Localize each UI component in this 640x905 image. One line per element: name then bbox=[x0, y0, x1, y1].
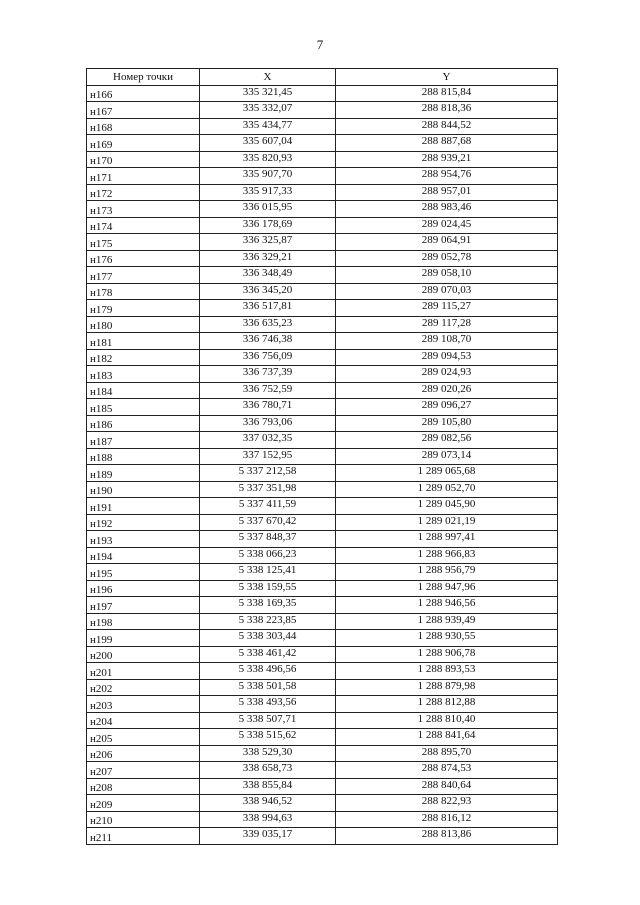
page-number: 7 bbox=[316, 37, 324, 52]
table-row bbox=[87, 118, 558, 135]
cell-x: 338 946,52 bbox=[200, 795, 336, 812]
cell-y: 289 024,45 bbox=[336, 217, 558, 234]
cell-point-number: н208 bbox=[87, 778, 200, 795]
cell-x: 5 337 212,58 bbox=[200, 465, 336, 482]
cell-y: 288 813,86 bbox=[336, 828, 558, 845]
cell-y: 288 816,12 bbox=[336, 811, 558, 828]
cell-y: 1 288 997,41 bbox=[336, 531, 558, 548]
table-row bbox=[87, 547, 558, 564]
coordinates-table bbox=[86, 68, 558, 845]
table-row bbox=[87, 514, 558, 531]
cell-point-number: н200 bbox=[87, 646, 200, 663]
cell-y: 289 115,27 bbox=[336, 300, 558, 317]
cell-x: 5 338 507,71 bbox=[200, 712, 336, 729]
cell-y: 288 874,53 bbox=[336, 762, 558, 779]
table-row bbox=[87, 135, 558, 152]
cell-point-number: н199 bbox=[87, 630, 200, 647]
cell-x: 336 517,81 bbox=[200, 300, 336, 317]
table-row bbox=[87, 382, 558, 399]
cell-y: 1 288 930,55 bbox=[336, 630, 558, 647]
table-row bbox=[87, 778, 558, 795]
cell-y: 289 052,78 bbox=[336, 250, 558, 267]
cell-point-number: н203 bbox=[87, 696, 200, 713]
cell-x: 5 338 461,42 bbox=[200, 646, 336, 663]
table-row bbox=[87, 580, 558, 597]
cell-x: 336 325,87 bbox=[200, 234, 336, 251]
cell-y: 1 288 946,56 bbox=[336, 597, 558, 614]
table-row bbox=[87, 415, 558, 432]
cell-x: 336 178,69 bbox=[200, 217, 336, 234]
table-row bbox=[87, 300, 558, 317]
cell-x: 335 434,77 bbox=[200, 118, 336, 135]
table-row bbox=[87, 564, 558, 581]
table-row bbox=[87, 217, 558, 234]
cell-point-number: н189 bbox=[87, 465, 200, 482]
cell-x: 336 780,71 bbox=[200, 399, 336, 416]
cell-x: 5 337 670,42 bbox=[200, 514, 336, 531]
table-row bbox=[87, 333, 558, 350]
cell-x: 339 035,17 bbox=[200, 828, 336, 845]
cell-point-number: н173 bbox=[87, 201, 200, 218]
cell-y: 289 058,10 bbox=[336, 267, 558, 284]
table-row bbox=[87, 349, 558, 366]
cell-point-number: н211 bbox=[87, 828, 200, 845]
cell-y: 288 957,01 bbox=[336, 184, 558, 201]
cell-y: 1 288 906,78 bbox=[336, 646, 558, 663]
cell-x: 336 635,23 bbox=[200, 316, 336, 333]
cell-y: 1 288 841,64 bbox=[336, 729, 558, 746]
cell-y: 289 064,91 bbox=[336, 234, 558, 251]
cell-point-number: н197 bbox=[87, 597, 200, 614]
cell-x: 335 321,45 bbox=[200, 85, 336, 102]
cell-y: 289 020,26 bbox=[336, 382, 558, 399]
cell-y: 1 288 939,49 bbox=[336, 613, 558, 630]
table-row bbox=[87, 630, 558, 647]
cell-x: 5 337 848,37 bbox=[200, 531, 336, 548]
header-x: X bbox=[200, 69, 336, 86]
cell-point-number: н190 bbox=[87, 481, 200, 498]
table-body bbox=[87, 85, 558, 844]
cell-point-number: н210 bbox=[87, 811, 200, 828]
cell-point-number: н201 bbox=[87, 663, 200, 680]
cell-y: 1 288 956,79 bbox=[336, 564, 558, 581]
table-header bbox=[87, 69, 558, 86]
cell-y: 288 815,84 bbox=[336, 85, 558, 102]
table-row bbox=[87, 811, 558, 828]
cell-point-number: н178 bbox=[87, 283, 200, 300]
cell-y: 289 108,70 bbox=[336, 333, 558, 350]
cell-y: 289 073,14 bbox=[336, 448, 558, 465]
cell-y: 1 288 879,98 bbox=[336, 679, 558, 696]
table-row bbox=[87, 168, 558, 185]
cell-point-number: н180 bbox=[87, 316, 200, 333]
cell-y: 288 887,68 bbox=[336, 135, 558, 152]
cell-y: 1 289 052,70 bbox=[336, 481, 558, 498]
cell-point-number: н209 bbox=[87, 795, 200, 812]
cell-point-number: н191 bbox=[87, 498, 200, 515]
cell-point-number: н179 bbox=[87, 300, 200, 317]
cell-x: 336 348,49 bbox=[200, 267, 336, 284]
table-row bbox=[87, 465, 558, 482]
cell-x: 335 907,70 bbox=[200, 168, 336, 185]
cell-y: 1 288 810,40 bbox=[336, 712, 558, 729]
cell-point-number: н187 bbox=[87, 432, 200, 449]
table-row bbox=[87, 102, 558, 119]
cell-point-number: н204 bbox=[87, 712, 200, 729]
table-row bbox=[87, 267, 558, 284]
cell-y: 1 288 893,53 bbox=[336, 663, 558, 680]
cell-x: 5 338 493,56 bbox=[200, 696, 336, 713]
table-row bbox=[87, 745, 558, 762]
cell-x: 336 737,39 bbox=[200, 366, 336, 383]
cell-x: 336 345,20 bbox=[200, 283, 336, 300]
cell-point-number: н184 bbox=[87, 382, 200, 399]
table-row bbox=[87, 481, 558, 498]
table-row bbox=[87, 712, 558, 729]
cell-point-number: н186 bbox=[87, 415, 200, 432]
cell-x: 336 746,38 bbox=[200, 333, 336, 350]
table-row bbox=[87, 85, 558, 102]
cell-x: 5 338 496,56 bbox=[200, 663, 336, 680]
table-row bbox=[87, 399, 558, 416]
cell-point-number: н182 bbox=[87, 349, 200, 366]
table-row bbox=[87, 828, 558, 845]
cell-point-number: н206 bbox=[87, 745, 200, 762]
cell-x: 5 338 169,35 bbox=[200, 597, 336, 614]
table-row bbox=[87, 283, 558, 300]
cell-x: 338 994,63 bbox=[200, 811, 336, 828]
cell-x: 335 332,07 bbox=[200, 102, 336, 119]
cell-y: 289 070,03 bbox=[336, 283, 558, 300]
cell-point-number: н166 bbox=[87, 85, 200, 102]
cell-y: 288 822,93 bbox=[336, 795, 558, 812]
table-row bbox=[87, 316, 558, 333]
cell-point-number: н169 bbox=[87, 135, 200, 152]
cell-point-number: н174 bbox=[87, 217, 200, 234]
table-row bbox=[87, 234, 558, 251]
table-row bbox=[87, 151, 558, 168]
cell-y: 288 895,70 bbox=[336, 745, 558, 762]
cell-y: 289 105,80 bbox=[336, 415, 558, 432]
cell-point-number: н167 bbox=[87, 102, 200, 119]
cell-point-number: н181 bbox=[87, 333, 200, 350]
table-row bbox=[87, 184, 558, 201]
cell-point-number: н188 bbox=[87, 448, 200, 465]
cell-y: 1 288 966,83 bbox=[336, 547, 558, 564]
cell-x: 335 607,04 bbox=[200, 135, 336, 152]
cell-point-number: н168 bbox=[87, 118, 200, 135]
cell-point-number: н170 bbox=[87, 151, 200, 168]
table-row bbox=[87, 448, 558, 465]
cell-point-number: н207 bbox=[87, 762, 200, 779]
cell-point-number: н205 bbox=[87, 729, 200, 746]
table-row bbox=[87, 250, 558, 267]
cell-y: 289 094,53 bbox=[336, 349, 558, 366]
cell-y: 1 289 065,68 bbox=[336, 465, 558, 482]
table-row bbox=[87, 366, 558, 383]
cell-y: 288 818,36 bbox=[336, 102, 558, 119]
cell-point-number: н176 bbox=[87, 250, 200, 267]
table-row bbox=[87, 531, 558, 548]
cell-y: 288 939,21 bbox=[336, 151, 558, 168]
cell-x: 338 855,84 bbox=[200, 778, 336, 795]
cell-point-number: н198 bbox=[87, 613, 200, 630]
cell-y: 288 840,64 bbox=[336, 778, 558, 795]
header-row bbox=[87, 69, 558, 86]
table-row bbox=[87, 696, 558, 713]
table-row bbox=[87, 432, 558, 449]
cell-y: 1 289 045,90 bbox=[336, 498, 558, 515]
cell-x: 5 338 125,41 bbox=[200, 564, 336, 581]
cell-x: 337 032,35 bbox=[200, 432, 336, 449]
cell-y: 288 983,46 bbox=[336, 201, 558, 218]
cell-point-number: н177 bbox=[87, 267, 200, 284]
cell-point-number: н175 bbox=[87, 234, 200, 251]
cell-x: 338 658,73 bbox=[200, 762, 336, 779]
table-row bbox=[87, 679, 558, 696]
cell-point-number: н172 bbox=[87, 184, 200, 201]
cell-x: 338 529,30 bbox=[200, 745, 336, 762]
table-row bbox=[87, 498, 558, 515]
cell-point-number: н192 bbox=[87, 514, 200, 531]
cell-y: 288 954,76 bbox=[336, 168, 558, 185]
cell-point-number: н185 bbox=[87, 399, 200, 416]
table-row bbox=[87, 762, 558, 779]
table-row bbox=[87, 795, 558, 812]
cell-x: 337 152,95 bbox=[200, 448, 336, 465]
cell-y: 1 289 021,19 bbox=[336, 514, 558, 531]
cell-x: 335 917,33 bbox=[200, 184, 336, 201]
cell-y: 1 288 812,88 bbox=[336, 696, 558, 713]
cell-x: 5 337 351,98 bbox=[200, 481, 336, 498]
table-row bbox=[87, 201, 558, 218]
cell-x: 336 756,09 bbox=[200, 349, 336, 366]
table-row bbox=[87, 663, 558, 680]
cell-point-number: н202 bbox=[87, 679, 200, 696]
cell-x: 5 338 303,44 bbox=[200, 630, 336, 647]
cell-x: 336 015,95 bbox=[200, 201, 336, 218]
table-row bbox=[87, 729, 558, 746]
cell-point-number: н183 bbox=[87, 366, 200, 383]
cell-x: 5 338 159,55 bbox=[200, 580, 336, 597]
cell-point-number: н195 bbox=[87, 564, 200, 581]
cell-x: 336 329,21 bbox=[200, 250, 336, 267]
cell-point-number: н194 bbox=[87, 547, 200, 564]
cell-y: 288 844,52 bbox=[336, 118, 558, 135]
cell-y: 289 117,28 bbox=[336, 316, 558, 333]
cell-x: 5 338 515,62 bbox=[200, 729, 336, 746]
cell-point-number: н171 bbox=[87, 168, 200, 185]
table-row bbox=[87, 613, 558, 630]
cell-x: 336 752,59 bbox=[200, 382, 336, 399]
cell-x: 5 338 066,23 bbox=[200, 547, 336, 564]
cell-x: 336 793,06 bbox=[200, 415, 336, 432]
table-row bbox=[87, 597, 558, 614]
cell-y: 1 288 947,96 bbox=[336, 580, 558, 597]
cell-x: 5 338 223,85 bbox=[200, 613, 336, 630]
cell-x: 5 337 411,59 bbox=[200, 498, 336, 515]
header-point-number: Номер точки bbox=[87, 69, 200, 86]
table-row bbox=[87, 646, 558, 663]
cell-point-number: н193 bbox=[87, 531, 200, 548]
header-y: Y bbox=[336, 69, 558, 86]
cell-y: 289 024,93 bbox=[336, 366, 558, 383]
cell-x: 335 820,93 bbox=[200, 151, 336, 168]
cell-y: 289 082,56 bbox=[336, 432, 558, 449]
cell-x: 5 338 501,58 bbox=[200, 679, 336, 696]
cell-y: 289 096,27 bbox=[336, 399, 558, 416]
cell-point-number: н196 bbox=[87, 580, 200, 597]
